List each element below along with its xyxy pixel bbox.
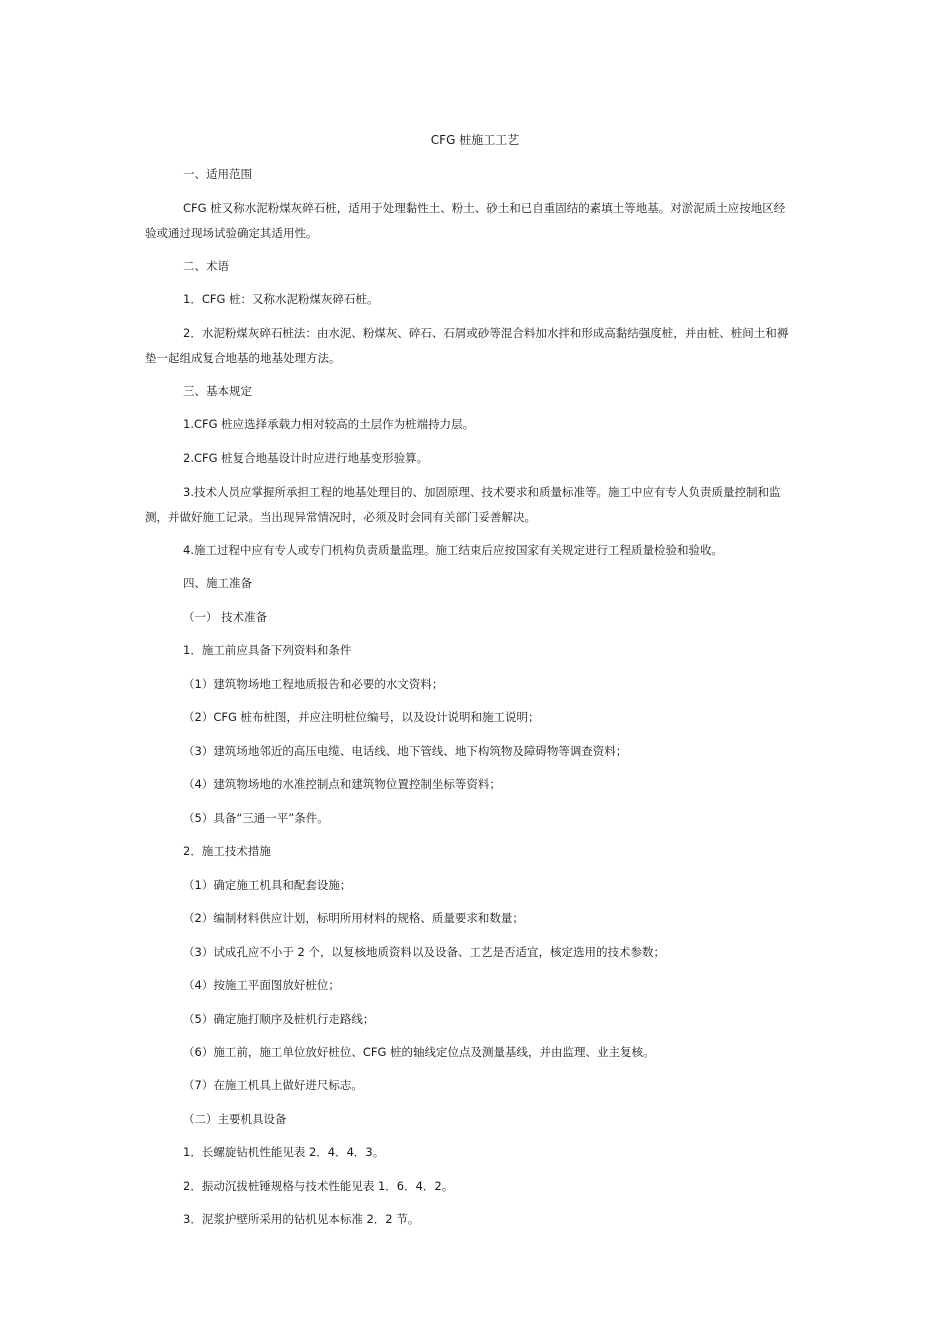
list-item: （1）建筑物场地工程地质报告和必要的水文资料； xyxy=(183,677,444,691)
section-heading: 二、术语 xyxy=(183,259,229,273)
list-item: （4）建筑物场地的水准控制点和建筑物位置控制坐标等资料； xyxy=(183,777,501,791)
list-item: （2）CFG 桩布桩图，并应注明桩位编号，以及设计说明和施工说明； xyxy=(183,710,540,724)
paragraph-line: 测，并做好施工记录。当出现异常情况时，必须及时会同有关部门妥善解决。 xyxy=(145,510,536,524)
paragraph-line: 验或通过现场试验确定其适用性。 xyxy=(145,226,318,240)
list-item: 2．振动沉拔桩锤规格与技术性能见表 1．6．4．2。 xyxy=(183,1179,454,1193)
subsection-heading: （一） 技术准备 xyxy=(183,610,268,624)
paragraph-line: 3.技术人员应掌握所承担工程的地基处理目的、加固原理、技术要求和质量标准等。施工中应有专人负责质量控制和监 xyxy=(183,485,781,499)
paragraph-line: 2．水泥粉煤灰碎石桩法：由水泥、粉煤灰、碎石、石屑或砂等混合料加水拌和形成高黏结强度桩，并由桩、桩间土和褥 xyxy=(183,326,789,340)
list-item: （3）试成孔应不小于 2 个，以复核地质资料以及设备、工艺是否适宜，核定选用的技术参数； xyxy=(183,945,665,959)
paragraph-line: 2.CFG 桩复合地基设计时应进行地基变形验算。 xyxy=(183,451,429,465)
list-item: （6）施工前，施工单位放好桩位、CFG 桩的轴线定位点及测量基线，并由监理、业主复核。 xyxy=(183,1045,655,1059)
section-heading: 三、基本规定 xyxy=(183,384,252,398)
list-item: （7）在施工机具上做好进尺标志。 xyxy=(183,1078,363,1092)
section-heading: 一、适用范围 xyxy=(183,167,252,181)
paragraph-line: 1.CFG 桩应选择承载力相对较高的土层作为桩端持力层。 xyxy=(183,417,475,431)
section-heading: 四、施工准备 xyxy=(183,576,252,590)
list-item: 1．长螺旋钻机性能见表 2．4．4．3。 xyxy=(183,1145,385,1159)
paragraph-line: 垫一起组成复合地基的地基处理方法。 xyxy=(145,351,341,365)
list-item: （3）建筑场地邻近的高压电缆、电话线、地下管线、地下构筑物及障碍物等调查资料； xyxy=(183,744,628,758)
document-title: CFG 桩施工工艺 xyxy=(430,133,520,147)
list-item: （2）编制材料供应计划，标明所用材料的规格、质量要求和数量； xyxy=(183,911,524,925)
paragraph-line: 4.施工过程中应有专人或专门机构负责质量监理。施工结束后应按国家有关规定进行工程质量检验和验收。 xyxy=(183,543,723,557)
list-heading: 1．施工前应具备下列资料和条件 xyxy=(183,643,352,657)
list-item: （4）按施工平面图放好桩位； xyxy=(183,978,340,992)
list-item: （5）具备“三通一平”条件。 xyxy=(183,811,329,825)
list-item: （5）确定施打顺序及桩机行走路线； xyxy=(183,1012,375,1026)
paragraph-line: 1．CFG 桩：又称水泥粉煤灰碎石桩。 xyxy=(183,292,379,306)
list-item: （1）确定施工机具和配套设施； xyxy=(183,878,352,892)
list-heading: 2．施工技术措施 xyxy=(183,844,271,858)
subsection-heading: （二）主要机具设备 xyxy=(183,1112,287,1126)
paragraph-line: CFG 桩又称水泥粉煤灰碎石桩，适用于处理黏性土、粉土、砂土和已自重固结的素填土等地基。对淤泥质土应按地区经 xyxy=(183,201,786,215)
list-item: 3．泥浆护壁所采用的钻机见本标准 2．2 节。 xyxy=(183,1212,420,1226)
